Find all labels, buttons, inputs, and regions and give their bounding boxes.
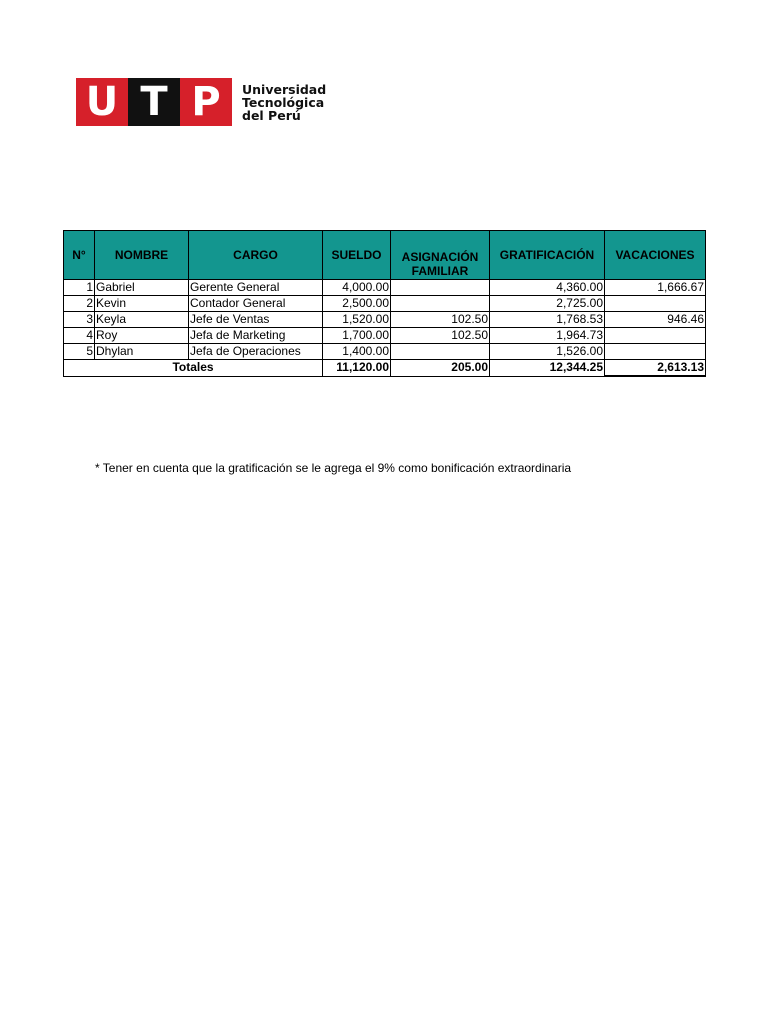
header-gratificacion: GRATIFICACIÓN	[490, 231, 605, 280]
cell-sueldo: 1,400.00	[323, 344, 391, 360]
cell-cargo: Jefa de Marketing	[189, 328, 323, 344]
total-vacaciones: 2,613.13	[605, 360, 706, 377]
total-sueldo: 11,120.00	[323, 360, 391, 377]
table-row	[64, 344, 706, 360]
cell-sueldo: 2,500.00	[323, 296, 391, 312]
cell-cargo: Jefe de Ventas	[189, 312, 323, 328]
cell-nombre: Kevin	[95, 296, 189, 312]
table-row	[64, 280, 706, 296]
cell-asignacion: 102.50	[391, 328, 490, 344]
cell-vacaciones: 1,666.67	[605, 280, 706, 296]
cell-nombre: Keyla	[95, 312, 189, 328]
logo-wordmark	[242, 78, 326, 126]
cell-gratificacion: 1,526.00	[490, 344, 605, 360]
total-gratificacion: 12,344.25	[490, 360, 605, 377]
cell-gratificacion: 1,768.53	[490, 312, 605, 328]
header-asignacion: ASIGNACIÓN FAMILIAR	[391, 231, 490, 280]
table-row	[64, 296, 706, 312]
totals-label: Totales	[64, 360, 323, 377]
footnote: * Tener en cuenta que la gratificación se le agrega el 9% como bonificación extraordinaria	[95, 461, 572, 475]
cell-nombre: Dhylan	[95, 344, 189, 360]
cell-gratificacion: 4,360.00	[490, 280, 605, 296]
cell-vacaciones	[605, 296, 706, 312]
logo-letter-t: T	[128, 78, 180, 126]
header-cargo: CARGO	[189, 231, 323, 280]
logo-letter-u: U	[76, 78, 128, 126]
header-sueldo: SUELDO	[323, 231, 391, 280]
payroll-table	[63, 230, 706, 377]
header-nombre: NOMBRE	[95, 231, 189, 280]
cell-num: 4	[64, 328, 95, 344]
cell-cargo: Gerente General	[189, 280, 323, 296]
cell-asignacion	[391, 344, 490, 360]
cell-sueldo: 1,520.00	[323, 312, 391, 328]
cell-vacaciones	[605, 328, 706, 344]
cell-cargo: Contador General	[189, 296, 323, 312]
total-asignacion: 205.00	[391, 360, 490, 377]
cell-asignacion: 102.50	[391, 312, 490, 328]
cell-sueldo: 4,000.00	[323, 280, 391, 296]
logo-letter-p: P	[180, 78, 232, 126]
totals-row	[64, 360, 706, 377]
cell-num: 2	[64, 296, 95, 312]
cell-gratificacion: 2,725.00	[490, 296, 605, 312]
table-header-row	[64, 231, 706, 280]
table-row	[64, 312, 706, 328]
cell-vacaciones	[605, 344, 706, 360]
cell-num: 5	[64, 344, 95, 360]
cell-asignacion	[391, 296, 490, 312]
logo-line-1: Universidad	[242, 82, 327, 97]
cell-asignacion	[391, 280, 490, 296]
utp-logo	[76, 78, 328, 126]
table-row	[64, 328, 706, 344]
cell-cargo: Jefa de Operaciones	[189, 344, 323, 360]
cell-nombre: Gabriel	[95, 280, 189, 296]
logo-line-2: Tecnológica	[242, 95, 325, 110]
header-vacaciones: VACACIONES	[605, 231, 706, 280]
cell-gratificacion: 1,964.73	[490, 328, 605, 344]
cell-num: 3	[64, 312, 95, 328]
cell-vacaciones: 946.46	[605, 312, 706, 328]
cell-nombre: Roy	[95, 328, 189, 344]
cell-num: 1	[64, 280, 95, 296]
logo-line-3: del Perú	[242, 108, 301, 123]
cell-sueldo: 1,700.00	[323, 328, 391, 344]
header-num: N°	[64, 231, 95, 280]
